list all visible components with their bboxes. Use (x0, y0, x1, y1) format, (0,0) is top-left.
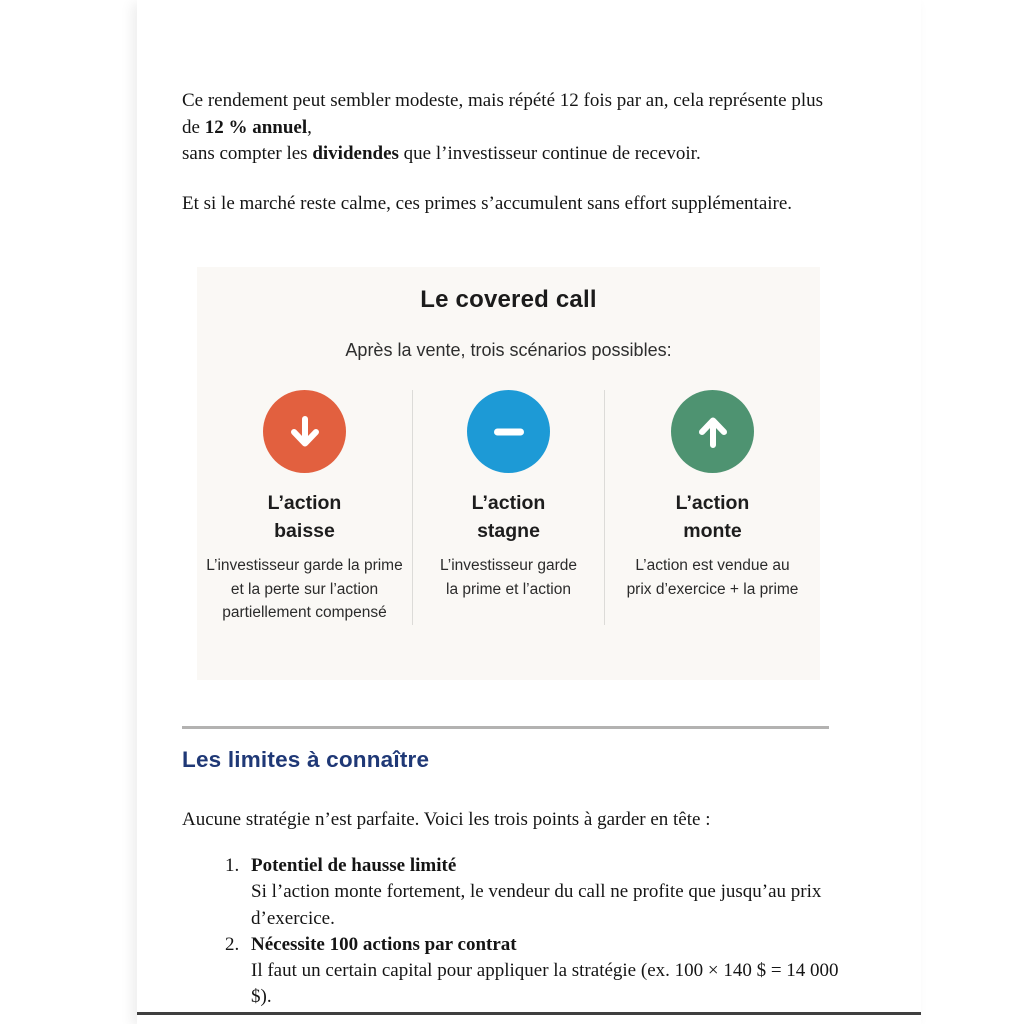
list-item-title: Nécessite 100 actions par contrat (251, 933, 517, 955)
list-item (225, 853, 843, 932)
infographic-subtitle: Après la vente, trois scénarios possibles: (345, 340, 672, 360)
limits-numbered-list (225, 853, 843, 1011)
list-item-text (251, 932, 841, 1011)
intro-p1b-bold-dividendes: dividendes (312, 143, 399, 164)
list-item-body: Il faut un certain capital pour appliquer la stratégie (ex. 100 × 140 $ = 14 000 $). (251, 960, 839, 1008)
covered-call-infographic (197, 267, 820, 680)
list-item-text (251, 853, 841, 932)
intro-p1b-text: sans compter les (182, 143, 313, 164)
infographic-title: Le covered call (420, 286, 597, 313)
scenario-label-line2: monte (683, 520, 742, 542)
scenario-description: L’action est vendue au prix d’exercice + la prime (626, 557, 799, 598)
minus-icon (485, 408, 533, 456)
arrow-up-icon (689, 408, 737, 456)
circle-up-badge (671, 390, 754, 473)
limits-section-heading: Les limites à connaître (182, 747, 430, 772)
list-item-number: 2. (225, 933, 240, 955)
scenario-label (413, 489, 604, 545)
document-page (137, 0, 921, 1024)
intro-p1-text: Ce rendement peut sembler modeste, mais répété 12 fois par an, cela représente plus de (182, 90, 824, 138)
scenario-label-line2: stagne (477, 520, 540, 542)
list-item-body: Si l’action monte fortement, le vendeur du call ne profite que jusqu’au prix d’exercice. (251, 881, 822, 929)
scenario-label (605, 489, 820, 545)
limits-intro-paragraph: Aucune stratégie n’est parfaite. Voici les trois points à garder en tête : (182, 809, 711, 830)
scenario-label (197, 489, 412, 545)
scenario-label-line2: baisse (274, 520, 335, 542)
scenario-description: L’investisseur garde la prime et la perte sur l’action partiellement compensé (206, 557, 403, 621)
section-divider-rule (182, 726, 829, 729)
list-item-number: 1. (225, 855, 240, 876)
scenario-label-line1: L’action (471, 492, 546, 514)
intro-p1-bold-annual: 12 % annuel (204, 116, 308, 138)
scenario-action-monte (605, 390, 820, 625)
scenario-label-line1: L’action (267, 492, 342, 514)
circle-minus-badge (467, 390, 550, 473)
intro-paragraph-2: Et si le marché reste calme, ces primes s’accumulent sans effort supplémentaire. (182, 193, 793, 214)
intro-p1b-post: que l’investisseur continue de recevoir. (398, 143, 701, 164)
list-item-title: Potentiel de hausse limité (251, 855, 457, 876)
intro-paragraph-1 (182, 88, 830, 168)
bottom-rule (137, 1012, 921, 1015)
scenario-action-baisse (197, 390, 412, 625)
list-item (225, 932, 843, 1011)
intro-p1-comma: , (307, 116, 312, 138)
arrow-down-icon (281, 408, 329, 456)
scenario-description: L’investisseur garde la prime et l’action (440, 557, 577, 598)
intro-p1-line3 (182, 141, 830, 168)
circle-down-badge (263, 390, 346, 473)
scenario-columns (197, 390, 820, 625)
scenario-action-stagne (412, 390, 605, 625)
scenario-label-line1: L’action (675, 492, 750, 514)
